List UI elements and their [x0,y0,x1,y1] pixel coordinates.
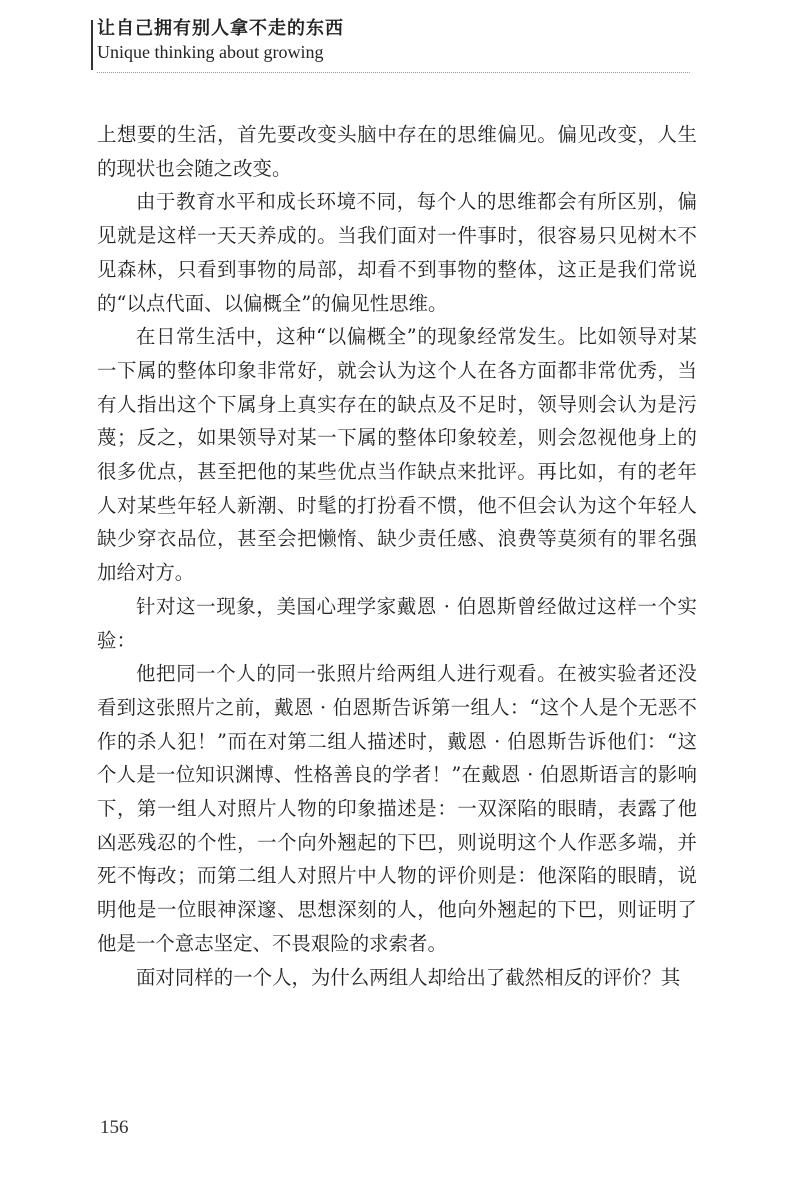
book-title-chinese: 让自己拥有别人拿不走的东西 [97,18,344,39]
running-header [97,14,344,63]
header-divider [97,72,690,73]
page-number: 156 [100,1117,129,1138]
paragraph: 上想要的生活，首先要改变头脑中存在的思维偏见。偏见改变，人生的现状也会随之改变。 [97,123,697,180]
book-title-english: Unique thinking about growing [97,42,324,62]
paragraph: 针对这一现象，美国心理学家戴恩 · 伯恩斯曾经做过这样一个实验： [97,594,697,652]
page-body [97,118,697,994]
paragraph: 在日常生活中，这种“以偏概全”的现象经常发生。比如领导对某一下属的整体印象非常好，就会认为这个人在各方面都非常优秀，当有人指出这个下属身上真实存在的缺点及不足时，领导则会认为是污蔑；反之，如果领导对某一下属的整体印象较差，则会忽视他身上的很多优点，甚至把他的某些优点当作缺点来批评。再比如，有的老年人对某些年轻人新潮、时髦的打扮看不惯，他不但会认为这个年轻人缺少穿衣品位，甚至会把懒惰、缺少责任感、浪费等莫须有的罪名强加给对方。 [97,325,697,585]
paragraph: 他把同一个人的同一张照片给两组人进行观看。在被实验者还没看到这张照片之前，戴恩 · 伯恩斯告诉第一组人：“这个人是个无恶不作的杀人犯！”而在对第二组人描述时，戴恩 · 伯恩斯告诉他们：“这个人是一位知识渊博、性格善良的学者！”在戴恩 · 伯恩斯语言的影响下，第一组人对照片人物的印象描述是：一双深陷的眼睛，表露了他凶恶残忍的个性，一个向外翘起的下巴，则说明这个人作恶多端，并死不悔改；而第二组人对照片中人物的评价则是：他深陷的眼睛，说明他是一位眼神深邃、思想深刻的人，他向外翘起的下巴，则证明了他是一个意志坚定、不畏艰险的求索者。 [97,662,697,955]
header-rule [91,20,93,70]
paragraph: 面对同样的一个人，为什么两组人却给出了截然相反的评价？其 [136,965,681,989]
paragraph: 由于教育水平和成长环境不同，每个人的思维都会有所区别，偏见就是这样一天天养成的。当我们面对一件事时，很容易只见树木不见森林，只看到事物的局部，却看不到事物的整体，这正是我们常说的“以点代面、以偏概全”的偏见性思维。 [97,190,697,315]
